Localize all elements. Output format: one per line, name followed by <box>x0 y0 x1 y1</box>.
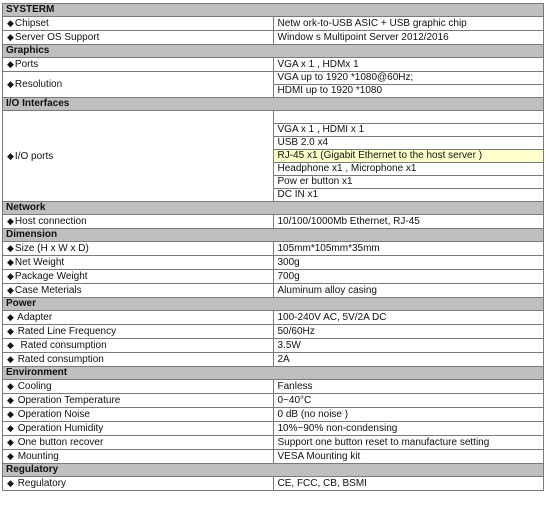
section-title: Graphics <box>3 45 544 58</box>
section-header <box>3 98 544 111</box>
section-title: Power <box>3 298 544 311</box>
diamond-bullet-icon: ◆ <box>7 451 14 461</box>
spec-label-cell <box>3 408 274 422</box>
diamond-bullet-icon: ◆ <box>7 32 14 42</box>
spec-row <box>3 215 544 229</box>
spec-label-cell <box>3 72 274 98</box>
spec-value: Support one button reset to manufacture setting <box>273 436 544 450</box>
spec-value: 700g <box>273 270 544 284</box>
diamond-bullet-icon: ◆ <box>7 150 14 161</box>
spec-label: Operation Temperature <box>14 395 121 406</box>
spec-label: Cooling <box>14 381 52 392</box>
spec-label: Size (H x W x D) <box>14 243 89 254</box>
spec-label-cell <box>3 325 274 339</box>
spec-value: 105mm*105mm*35mm <box>273 242 544 256</box>
spec-value: 10/100/1000Mb Ethernet, RJ-45 <box>273 215 544 229</box>
spec-label: Case Meterials <box>14 285 82 296</box>
diamond-bullet-icon: ◆ <box>7 216 14 226</box>
spec-label-cell <box>3 339 274 353</box>
spec-value: VGA x 1 , HDMI x 1 <box>273 124 544 137</box>
spec-value: 2A <box>273 353 544 367</box>
spec-row <box>3 325 544 339</box>
spec-label-cell <box>3 436 274 450</box>
section-header <box>3 229 544 242</box>
spec-value: 0~40°C <box>273 394 544 408</box>
spec-row <box>3 436 544 450</box>
diamond-bullet-icon: ◆ <box>7 18 14 28</box>
spec-value: 100-240V AC, 5V/2A DC <box>273 311 544 325</box>
diamond-bullet-icon: ◆ <box>7 285 14 295</box>
spec-value: RJ-45 x1 (Gigabit Ethernet to the host server ) <box>273 150 544 163</box>
spec-row <box>3 111 544 124</box>
diamond-bullet-icon: ◆ <box>7 354 14 364</box>
spec-label-cell <box>3 311 274 325</box>
spec-label: Regulatory <box>14 478 67 489</box>
section-title: Dimension <box>3 229 544 242</box>
spec-label-cell <box>3 477 274 491</box>
spec-label-cell <box>3 270 274 284</box>
spec-row <box>3 353 544 367</box>
spec-label: Net Weight <box>14 257 65 268</box>
diamond-bullet-icon: ◆ <box>7 478 14 488</box>
diamond-bullet-icon: ◆ <box>7 395 14 405</box>
section-header <box>3 202 544 215</box>
spec-label: Rated consumption <box>14 354 104 365</box>
spec-label-cell <box>3 422 274 436</box>
spec-value <box>273 111 544 124</box>
spec-value: VGA up to 1920 *1080@60Hz; <box>273 72 544 85</box>
spec-table <box>2 3 544 491</box>
spec-row <box>3 242 544 256</box>
section-header <box>3 367 544 380</box>
spec-row <box>3 311 544 325</box>
spec-table-body <box>3 4 544 491</box>
spec-label: Resolution <box>14 79 63 90</box>
spec-row <box>3 477 544 491</box>
section-title: Network <box>3 202 544 215</box>
spec-row <box>3 394 544 408</box>
spec-label-cell <box>3 353 274 367</box>
section-title: Regulatory <box>3 464 544 477</box>
spec-label-cell <box>3 394 274 408</box>
spec-label: I/O ports <box>14 150 54 162</box>
spec-value: Window s Multipoint Server 2012/2016 <box>273 31 544 45</box>
diamond-bullet-icon: ◆ <box>7 437 14 447</box>
diamond-bullet-icon: ◆ <box>7 243 14 253</box>
spec-value: HDMI up to 1920 *1080 <box>273 85 544 98</box>
spec-label: Server OS Support <box>14 32 100 43</box>
spec-value: 300g <box>273 256 544 270</box>
spec-value: 0 dB (no noise ) <box>273 408 544 422</box>
spec-value: 10%~90% non-condensing <box>273 422 544 436</box>
spec-label: Host connection <box>14 216 87 227</box>
spec-value: Fanless <box>273 380 544 394</box>
spec-value: Netw ork-to-USB ASIC + USB graphic chip <box>273 17 544 31</box>
diamond-bullet-icon: ◆ <box>7 312 14 322</box>
spec-label: Rated Line Frequency <box>14 326 117 337</box>
section-header <box>3 298 544 311</box>
spec-row <box>3 72 544 85</box>
spec-label: Chipset <box>14 18 49 29</box>
spec-label-cell <box>3 256 274 270</box>
spec-row <box>3 270 544 284</box>
spec-value: Headphone x1 , Microphone x1 <box>273 163 544 176</box>
spec-value: DC IN x1 <box>273 189 544 202</box>
spec-row <box>3 284 544 298</box>
spec-value: 3.5W <box>273 339 544 353</box>
spec-label: Operation Noise <box>14 409 90 420</box>
diamond-bullet-icon: ◆ <box>7 271 14 281</box>
spec-label-cell <box>3 111 274 202</box>
spec-row <box>3 58 544 72</box>
diamond-bullet-icon: ◆ <box>7 340 14 350</box>
spec-row <box>3 339 544 353</box>
spec-label-cell <box>3 450 274 464</box>
diamond-bullet-icon: ◆ <box>7 326 14 336</box>
diamond-bullet-icon: ◆ <box>7 79 14 89</box>
spec-row <box>3 450 544 464</box>
spec-value: Pow er button x1 <box>273 176 544 189</box>
section-title: I/O Interfaces <box>3 98 544 111</box>
spec-row <box>3 31 544 45</box>
spec-value: CE, FCC, CB, BSMI <box>273 477 544 491</box>
spec-label-cell <box>3 380 274 394</box>
spec-label-cell <box>3 58 274 72</box>
spec-label-cell <box>3 31 274 45</box>
spec-label: Adapter <box>14 312 53 323</box>
diamond-bullet-icon: ◆ <box>7 423 14 433</box>
spec-label: Package Weight <box>14 271 88 282</box>
spec-row <box>3 380 544 394</box>
spec-label: One button recover <box>14 437 104 448</box>
spec-value: Aluminum alloy casing <box>273 284 544 298</box>
diamond-bullet-icon: ◆ <box>7 59 14 69</box>
spec-label-cell <box>3 17 274 31</box>
spec-label: Rated consumption <box>14 340 107 351</box>
section-header <box>3 4 544 17</box>
diamond-bullet-icon: ◆ <box>7 381 14 391</box>
spec-label-cell <box>3 215 274 229</box>
section-title: Environment <box>3 367 544 380</box>
diamond-bullet-icon: ◆ <box>7 257 14 267</box>
spec-label: Operation Humidity <box>14 423 104 434</box>
spec-label: Ports <box>14 59 39 70</box>
spec-label-cell <box>3 284 274 298</box>
spec-row <box>3 422 544 436</box>
spec-label: Mounting <box>14 451 59 462</box>
section-title: SYSTERM <box>3 4 544 17</box>
spec-value: USB 2.0 x4 <box>273 137 544 150</box>
spec-label-cell <box>3 242 274 256</box>
spec-row <box>3 256 544 270</box>
section-header <box>3 464 544 477</box>
diamond-bullet-icon: ◆ <box>7 409 14 419</box>
spec-value: 50/60Hz <box>273 325 544 339</box>
spec-value: VESA Mounting kit <box>273 450 544 464</box>
spec-value: VGA x 1 , HDMx 1 <box>273 58 544 72</box>
section-header <box>3 45 544 58</box>
spec-row <box>3 17 544 31</box>
spec-row <box>3 408 544 422</box>
